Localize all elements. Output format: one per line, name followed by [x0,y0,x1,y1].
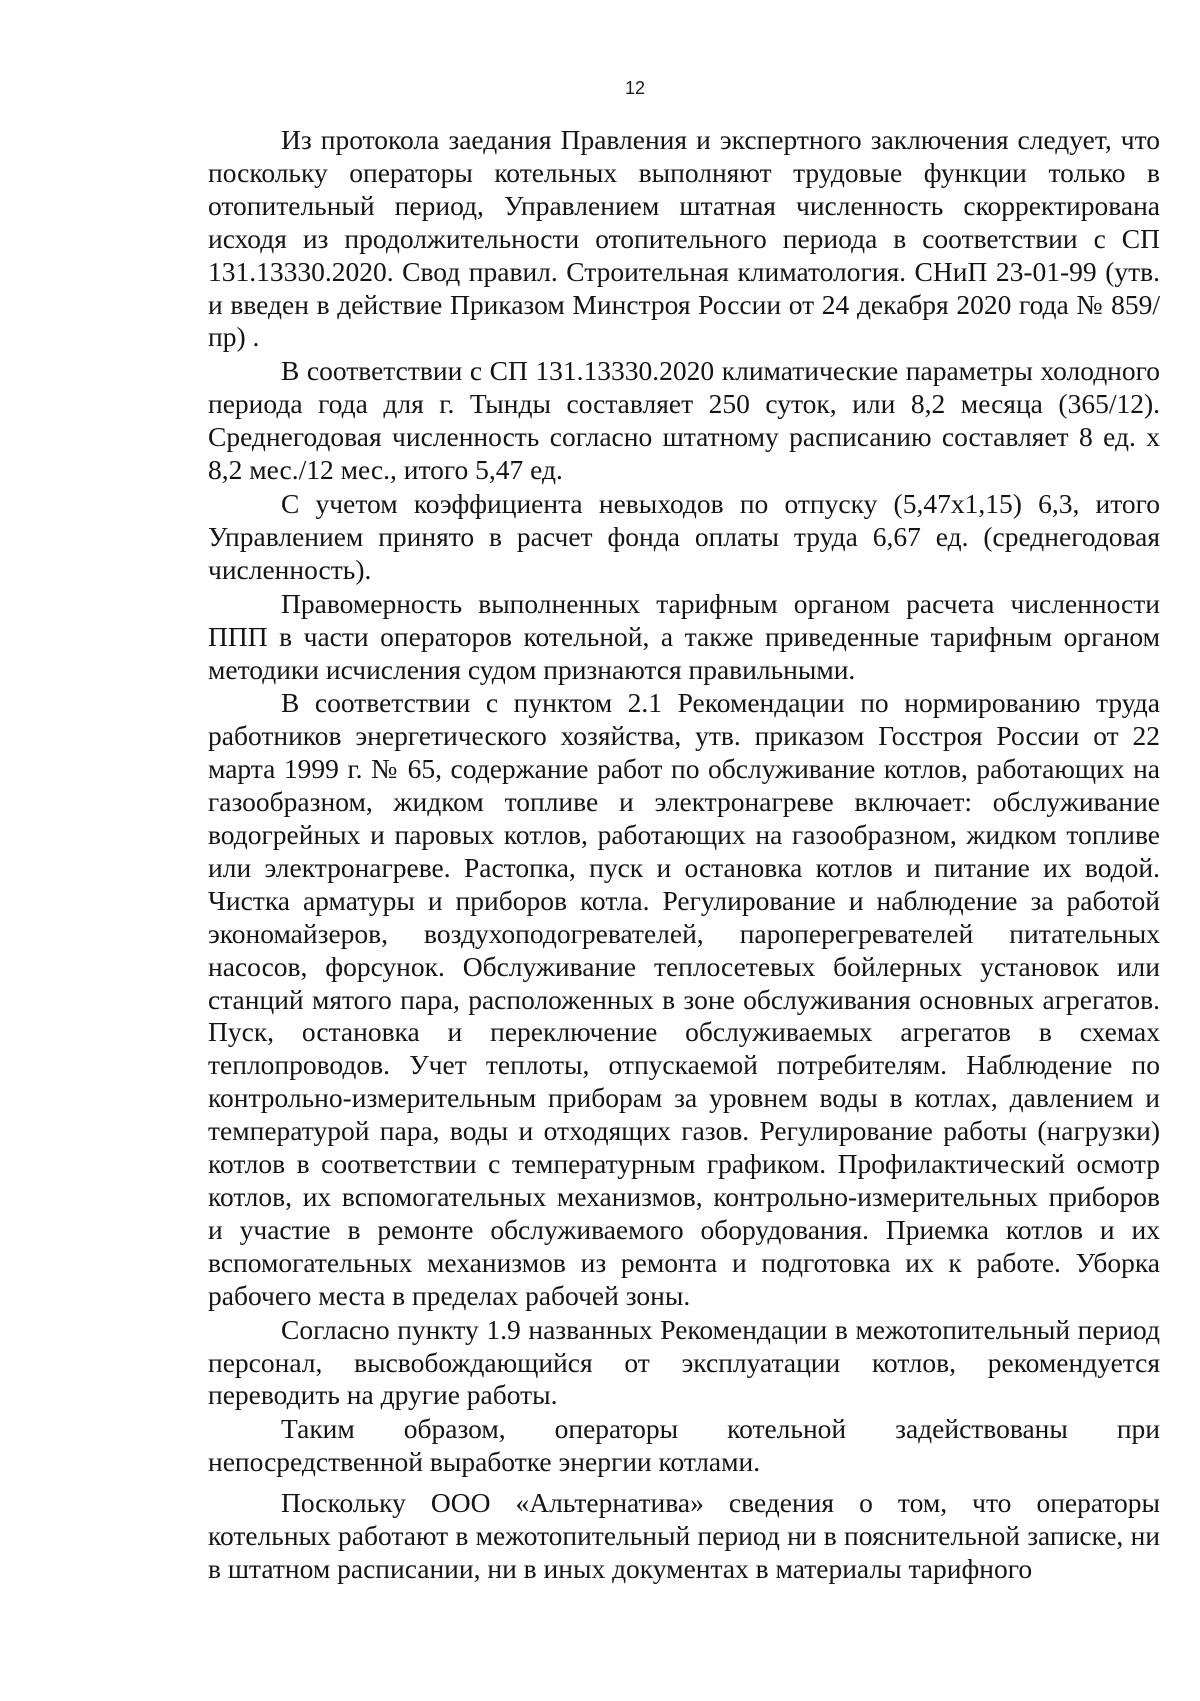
paragraph-court-ruling: Правомерность выполненных тарифным органом расчета численности ППП в части операторов котельной, а также приведенные тарифным органом методики исчисления судом признаются правильными. [208,587,1160,685]
paragraph-protocol-conclusion: Из протокола заедания Правления и экспертного заключения следует, что поскольку операторы котельных выполняют трудовые функции только в отопительный период, Управлением штатная численность скорректирована исходя из продолжительности отопительного периода в соответствии с СП 131.13330.2020. Свод правил. Строительная климатология. СНиП 23-01-99 (утв. и введен в действие Приказом Минстроя России от 24 декабря 2020 года № 859/пр) . [208,124,1160,353]
page-number: 12 [624,78,646,98]
paragraph-conclusion: Таким образом, операторы котельной задействованы при непосредственной выработке энергии котлами. [208,1413,1160,1478]
document-body [208,124,1160,1587]
paragraph-alternativa: Поскольку ООО «Альтернатива» сведения о том, что операторы котельных работают в межотопительный период ни в пояснительной записке, ни в штатном расписании, ни в иных документах в материалы тарифного [208,1487,1160,1584]
paragraph-work-content: В соответствии с пунктом 2.1 Рекомендации по нормированию труда работников энергетического хозяйства, утв. приказом Госстроя России от 22 марта 1999 г. № 65, содержание работ по обслуживание котлов, работающих на газообразном, жидком топливе и электронагреве включает: обслуживание водогрейных и паровых котлов, работающих на газообразном, жидком топливе или электронагреве. Растопка, пуск и остановка котлов и питание их водой. Чистка арматуры и приборов котла. Регулирование и наблюдение за работой экономайзеров, воздухоподогревателей, пароперегревателей питательных насосов, форсунок. Обслуживание теплосетевых бойлерных установок или станций мятого пара, расположенных в зоне обслуживания основных агрегатов. Пуск, остановка и переключение обслуживаемых агрегатов в схемах теплопроводов. Учет теплоты, отпускаемой потребителям. Наблюдение по контрольно-измерительным приборам за уровнем воды в котлах, давлением и температурой пара, воды и отходящих газов. Регулирование работы (нагрузки) котлов в соответствии с температурным графиком. Профилактический осмотр котлов, их вспомогательных механизмов, контрольно-измерительных приборов и участие в ремонте обслуживаемого оборудования. Приемка котлов и их вспомогательных механизмов из ремонта и подготовка их к работе. Уборка рабочего места в пределах рабочей зоны. [208,687,1160,1311]
paragraph-climate-parameters: В соответствии с СП 131.13330.2020 климатические параметры холодного периода года для г. Тынды составляет 250 суток, или 8,2 месяца (365/12). Среднегодовая численность согласно штатному расписанию составляет 8 ед. х 8,2 мес./12 мес., итого 5,47 ед. [208,355,1160,486]
paragraph-absence-coefficient: С учетом коэффициента невыходов по отпуску (5,47х1,15) 6,3, итого Управлением принято в расчет фонда оплаты труда 6,67 ед. (среднегодовая численность). [208,487,1160,585]
paragraph-inter-heating-period: Согласно пункту 1.9 названных Рекомендации в межотопительный период персонал, высвобождающийся от эксплуатации котлов, рекомендуется переводить на другие работы. [208,1313,1160,1411]
